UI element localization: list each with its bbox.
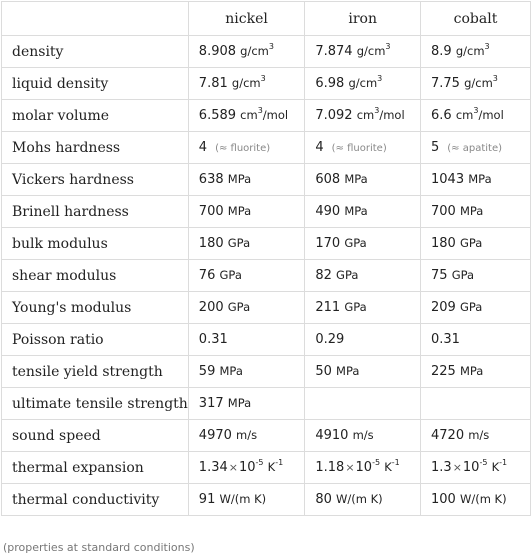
value-cell-nickel bbox=[188, 420, 305, 452]
row-label: shear modulus bbox=[2, 260, 189, 292]
value-number: 75 bbox=[431, 268, 448, 283]
value-unit: MPa bbox=[344, 204, 368, 218]
value-unit-suffix: /mol bbox=[478, 108, 504, 122]
value-cell-cobalt bbox=[421, 260, 531, 292]
table-row bbox=[2, 196, 531, 228]
column-header-cobalt: cobalt bbox=[421, 2, 531, 36]
value-cell-iron bbox=[305, 388, 421, 420]
unit-exponent: 3 bbox=[377, 74, 383, 83]
value-cell-iron bbox=[305, 420, 421, 452]
value-cell-cobalt bbox=[421, 68, 531, 100]
value-unit: m/s bbox=[236, 428, 258, 442]
row-label: ultimate tensile strength bbox=[2, 388, 189, 420]
value-unit: MPa bbox=[227, 204, 252, 218]
value-cell-iron bbox=[305, 452, 421, 484]
value-cell-iron bbox=[305, 356, 421, 388]
value-unit: W/(m K) bbox=[336, 492, 383, 506]
unit-exponent: 3 bbox=[385, 42, 391, 51]
value-unit: m/s bbox=[352, 428, 374, 442]
value-number: 180 bbox=[198, 236, 224, 251]
value-cell-nickel bbox=[188, 292, 305, 324]
exponent-base: 10 bbox=[238, 460, 256, 475]
row-label: tensile yield strength bbox=[2, 356, 189, 388]
table-row bbox=[2, 228, 531, 260]
value-unit: GPa bbox=[344, 236, 367, 250]
value-cell-cobalt bbox=[421, 196, 531, 228]
table-row bbox=[2, 484, 531, 516]
header-row bbox=[2, 2, 531, 36]
value-cell-nickel bbox=[188, 36, 305, 68]
value-cell-nickel bbox=[188, 452, 305, 484]
row-label: Mohs hardness bbox=[2, 132, 189, 164]
value-number: 700 bbox=[431, 204, 456, 219]
value-cell-iron bbox=[305, 228, 421, 260]
value-note: (≈ fluorite) bbox=[331, 143, 387, 154]
value-unit-suffix: /mol bbox=[262, 108, 289, 122]
value-number: 1043 bbox=[431, 172, 465, 187]
value-number: 1.18 bbox=[315, 460, 345, 475]
value-cell-iron bbox=[305, 132, 421, 164]
value-note: (≈ fluorite) bbox=[215, 143, 271, 154]
value-number: 59 bbox=[198, 364, 216, 379]
footnote: (properties at standard conditions) bbox=[3, 541, 195, 554]
value-number: 100 bbox=[431, 492, 456, 507]
value-number: 8.9 bbox=[431, 44, 452, 59]
value-unit: cm bbox=[240, 108, 258, 122]
value-number: 0.31 bbox=[431, 332, 460, 347]
value-cell-nickel bbox=[188, 356, 305, 388]
row-label: Brinell hardness bbox=[2, 196, 189, 228]
corner-cell bbox=[2, 2, 189, 36]
table-row bbox=[2, 388, 531, 420]
value-unit: g/cm bbox=[348, 76, 378, 90]
value-number: 6.98 bbox=[315, 76, 345, 91]
value-cell-iron bbox=[305, 36, 421, 68]
value-number: 317 bbox=[198, 396, 224, 411]
row-label: sound speed bbox=[2, 420, 189, 452]
value-unit: GPa bbox=[227, 300, 251, 314]
value-number: 490 bbox=[315, 204, 341, 219]
value-unit: MPa bbox=[336, 364, 360, 378]
value-cell-nickel bbox=[188, 164, 305, 196]
value-unit: GPa bbox=[336, 268, 359, 282]
value-unit: GPa bbox=[451, 268, 475, 282]
value-cell-iron bbox=[305, 196, 421, 228]
value-number: 91 bbox=[198, 492, 216, 507]
unit-exponent: 3 bbox=[374, 106, 380, 115]
value-cell-nickel bbox=[188, 196, 305, 228]
value-cell-cobalt bbox=[421, 132, 531, 164]
value-cell-nickel bbox=[188, 100, 305, 132]
value-unit: GPa bbox=[227, 236, 251, 250]
value-number: 4970 bbox=[198, 428, 232, 443]
value-unit: MPa bbox=[227, 396, 252, 410]
value-cell-cobalt bbox=[421, 388, 531, 420]
value-number: 5 bbox=[431, 140, 440, 155]
row-label: Young's modulus bbox=[2, 292, 189, 324]
value-cell-cobalt bbox=[421, 228, 531, 260]
value-cell-iron bbox=[305, 292, 421, 324]
value-cell-nickel bbox=[188, 324, 305, 356]
times-sign: × bbox=[345, 461, 355, 474]
unit-exponent: 3 bbox=[260, 74, 266, 83]
value-unit-suffix: /mol bbox=[379, 108, 405, 122]
value-number: 200 bbox=[198, 300, 224, 315]
exponent-base: 10 bbox=[462, 460, 480, 475]
value-cell-nickel bbox=[188, 388, 305, 420]
value-cell-iron bbox=[305, 324, 421, 356]
value-number: 638 bbox=[198, 172, 224, 187]
value-cell-iron bbox=[305, 68, 421, 100]
value-number: 7.81 bbox=[198, 76, 228, 91]
row-label: thermal conductivity bbox=[2, 484, 189, 516]
unit-exponent: -1 bbox=[499, 458, 508, 467]
value-unit: g/cm bbox=[231, 76, 261, 90]
table-row bbox=[2, 68, 531, 100]
value-note: (≈ apatite) bbox=[447, 143, 503, 154]
value-cell-nickel bbox=[188, 68, 305, 100]
value-unit: MPa bbox=[344, 172, 368, 186]
table-row bbox=[2, 36, 531, 68]
value-unit: GPa bbox=[344, 300, 367, 314]
unit-exponent: 3 bbox=[268, 42, 274, 51]
value-unit: GPa bbox=[459, 300, 483, 314]
table-row bbox=[2, 132, 531, 164]
row-label: bulk modulus bbox=[2, 228, 189, 260]
table-row bbox=[2, 260, 531, 292]
value-cell-iron bbox=[305, 100, 421, 132]
table-body bbox=[2, 2, 531, 516]
unit-exponent: 3 bbox=[257, 106, 263, 115]
value-unit: g/cm bbox=[464, 76, 493, 90]
value-unit: W/(m K) bbox=[219, 492, 267, 506]
value-unit: cm bbox=[455, 108, 474, 122]
value-cell-nickel bbox=[188, 484, 305, 516]
value-unit: MPa bbox=[468, 172, 492, 186]
times-sign: × bbox=[228, 461, 238, 474]
value-unit: g/cm bbox=[240, 44, 269, 58]
value-number: 4 bbox=[198, 140, 208, 155]
value-number: 1.34 bbox=[198, 460, 228, 475]
properties-table bbox=[1, 1, 531, 516]
value-cell-iron bbox=[305, 260, 421, 292]
exponent: -5 bbox=[255, 458, 264, 467]
value-unit: GPa bbox=[459, 236, 483, 250]
table-row bbox=[2, 164, 531, 196]
unit-exponent: 3 bbox=[484, 42, 490, 51]
value-unit: K bbox=[384, 460, 392, 474]
value-cell-iron bbox=[305, 484, 421, 516]
row-label: Vickers hardness bbox=[2, 164, 189, 196]
value-unit: K bbox=[491, 460, 500, 474]
value-number: 80 bbox=[315, 492, 332, 507]
value-number: 225 bbox=[431, 364, 456, 379]
table-row bbox=[2, 324, 531, 356]
value-cell-cobalt bbox=[421, 292, 531, 324]
value-number: 50 bbox=[315, 364, 332, 379]
value-unit: MPa bbox=[219, 364, 243, 378]
value-unit: cm bbox=[356, 108, 375, 122]
value-number: 209 bbox=[431, 300, 456, 315]
unit-exponent: -1 bbox=[275, 458, 284, 467]
value-unit: MPa bbox=[459, 204, 484, 218]
unit-exponent: 3 bbox=[473, 106, 479, 115]
value-number: 0.31 bbox=[198, 332, 228, 347]
column-header-iron: iron bbox=[305, 2, 421, 36]
value-unit: GPa bbox=[219, 268, 242, 282]
row-label: molar volume bbox=[2, 100, 189, 132]
row-label: thermal expansion bbox=[2, 452, 189, 484]
value-unit: g/cm bbox=[356, 44, 386, 58]
table-row bbox=[2, 356, 531, 388]
value-number: 7.092 bbox=[315, 108, 353, 123]
value-number: 0.29 bbox=[315, 332, 345, 347]
value-number: 82 bbox=[315, 268, 332, 283]
value-unit: MPa bbox=[227, 172, 252, 186]
value-unit: W/(m K) bbox=[459, 492, 507, 506]
exponent: -5 bbox=[372, 458, 381, 467]
value-cell-nickel bbox=[188, 228, 305, 260]
value-number: 8.908 bbox=[198, 44, 237, 59]
value-unit: m/s bbox=[468, 428, 490, 442]
value-number: 180 bbox=[431, 236, 456, 251]
value-number: 76 bbox=[198, 268, 216, 283]
value-cell-iron bbox=[305, 164, 421, 196]
value-unit: K bbox=[267, 460, 276, 474]
value-number: 7.874 bbox=[315, 44, 353, 59]
value-cell-nickel bbox=[188, 260, 305, 292]
table-row bbox=[2, 292, 531, 324]
value-cell-cobalt bbox=[421, 452, 531, 484]
value-cell-cobalt bbox=[421, 356, 531, 388]
table-row bbox=[2, 420, 531, 452]
value-number: 1.3 bbox=[431, 460, 452, 475]
row-label: liquid density bbox=[2, 68, 189, 100]
value-number: 608 bbox=[315, 172, 341, 187]
exponent-base: 10 bbox=[355, 460, 373, 475]
table-row bbox=[2, 100, 531, 132]
value-number: 6.6 bbox=[431, 108, 452, 123]
table-row bbox=[2, 452, 531, 484]
value-number: 700 bbox=[198, 204, 224, 219]
value-number: 4910 bbox=[315, 428, 349, 443]
unit-exponent: -1 bbox=[391, 458, 400, 467]
value-cell-nickel bbox=[188, 132, 305, 164]
column-header-nickel: nickel bbox=[188, 2, 305, 36]
value-number: 4720 bbox=[431, 428, 465, 443]
value-unit: g/cm bbox=[455, 44, 485, 58]
value-number: 7.75 bbox=[431, 76, 460, 91]
row-label: Poisson ratio bbox=[2, 324, 189, 356]
value-number: 211 bbox=[315, 300, 341, 315]
value-cell-cobalt bbox=[421, 324, 531, 356]
exponent: -5 bbox=[479, 458, 488, 467]
value-cell-cobalt bbox=[421, 420, 531, 452]
row-label: density bbox=[2, 36, 189, 68]
value-cell-cobalt bbox=[421, 100, 531, 132]
unit-exponent: 3 bbox=[492, 74, 498, 83]
value-cell-cobalt bbox=[421, 164, 531, 196]
value-cell-cobalt bbox=[421, 36, 531, 68]
value-cell-cobalt bbox=[421, 484, 531, 516]
value-number: 170 bbox=[315, 236, 341, 251]
value-number: 6.589 bbox=[198, 108, 237, 123]
value-number: 4 bbox=[315, 140, 324, 155]
times-sign: × bbox=[452, 461, 462, 474]
value-unit: MPa bbox=[459, 364, 484, 378]
